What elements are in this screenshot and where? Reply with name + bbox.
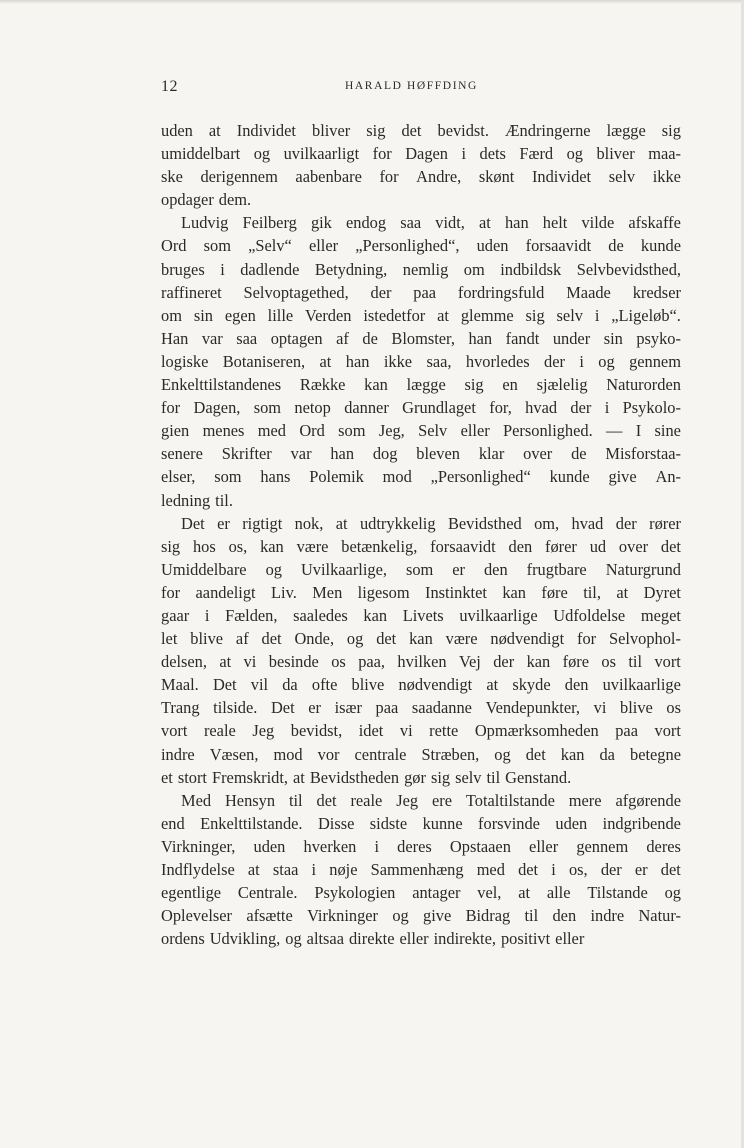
body-text [161, 119, 681, 950]
text-line: Det er rigtigt nok, at udtrykkelig Bevidsthed om, hvad der rører [181, 513, 681, 533]
text-line: for Dagen, som netop danner Grundlaget for, hvad der i Psykolo- [161, 398, 681, 418]
text-line: for aandeligt Liv. Men ligesom Instinktet kan føre til, at Dyret [161, 582, 681, 602]
text-line: Virkninger, uden hverken i deres Opstaaen eller gennem deres [161, 836, 681, 856]
text-line: bruges i dadlende Betydning, nemlig om indbildsk Selvbevidsthed, [161, 259, 681, 279]
text-line: ske derigennem aabenbare for Andre, skønt Individet selv ikke [161, 167, 681, 187]
text-line: ordens Udvikling, og altsaa direkte eller indirekte, positivt eller [161, 929, 585, 949]
text-line: end Enkelttilstande. Disse sidste kunne forsvinde uden indgribende [161, 813, 681, 833]
text-line: Med Hensyn til det reale Jeg ere Totaltilstande mere afgørende [181, 790, 681, 810]
text-line: et stort Fremskridt, at Bevidstheden gør sig selv til Genstand. [161, 767, 572, 787]
running-head-author: HARALD HØFFDING [345, 80, 478, 92]
text-line: egentlige Centrale. Psykologien antager vel, at alle Tilstande og [161, 883, 681, 903]
text-line: sig hos os, kan være betænkelig, forsaavidt den fører ud over det [161, 536, 681, 556]
text-line: om sin egen lille Verden istedetfor at glemme sig selv i „Ligeløb“. [161, 305, 681, 325]
text-line: gaar i Fælden, saaledes kan Livets uvilkaarlige Udfoldelse meget [161, 605, 681, 625]
text-line: gien menes med Ord som Jeg, Selv eller Personlighed. — I sine [161, 421, 681, 441]
text-line: raffineret Selvoptagethed, der paa fordringsfuld Maade kredser [161, 282, 681, 302]
text-line: Indflydelse at staa i nøje Sammenhæng med det i os, der er det [161, 860, 681, 879]
page-number: 12 [161, 78, 178, 95]
text-line: logiske Botaniseren, at han ikke saa, hvorledes der i og gennem [161, 351, 681, 371]
text-line: umiddelbart og uvilkaarligt for Dagen i dets Færd og bliver maa- [161, 144, 681, 164]
text-line: Ord som „Selv“ eller „Personlighed“, uden forsaavidt de kunde [161, 236, 681, 256]
text-line: Han var saa optagen af de Blomster, han fandt under sin psyko- [161, 328, 681, 348]
text-line: Enkelttilstandenes Række kan lægge sig en sjælelig Naturorden [161, 375, 681, 395]
text-line: Maal. Det vil da ofte blive nødvendigt at skyde den uvilkaarlige [161, 675, 681, 695]
text-line: ledning til. [161, 490, 233, 510]
text-line: Oplevelser afsætte Virkninger og give Bidrag til den indre Natur- [161, 906, 681, 926]
text-line: Trang tilside. Det er især paa saadanne Vendepunkter, vi blive os [161, 698, 681, 718]
page-top-edge [0, 0, 744, 4]
text-line: Umiddelbare og Uvilkaarlige, som er den frugtbare Naturgrund [161, 559, 681, 579]
text-line: delsen, at vi besinde os paa, hvilken Vej der kan føre os til vort [161, 652, 681, 672]
text-line: let blive af det Onde, og det kan være nødvendigt for Selvophol- [161, 629, 681, 649]
text-line: vort reale Jeg bevidst, idet vi rette Opmærksomheden paa vort [161, 721, 681, 741]
text-line: uden at Individet bliver sig det bevidst. Ændringerne lægge sig [161, 121, 681, 140]
text-line: opdager dem. [161, 190, 252, 210]
text-line: Ludvig Feilberg gik endog saa vidt, at han helt vilde afskaffe [181, 213, 681, 233]
running-head [161, 78, 681, 98]
text-line: elser, som hans Polemik mod „Personlighed“ kunde give An- [161, 467, 681, 487]
text-line: indre Væsen, mod vor centrale Stræben, og det kan da betegne [161, 744, 681, 764]
text-line: senere Skrifter var han dog bleven klar over de Misforstaa- [161, 444, 681, 464]
